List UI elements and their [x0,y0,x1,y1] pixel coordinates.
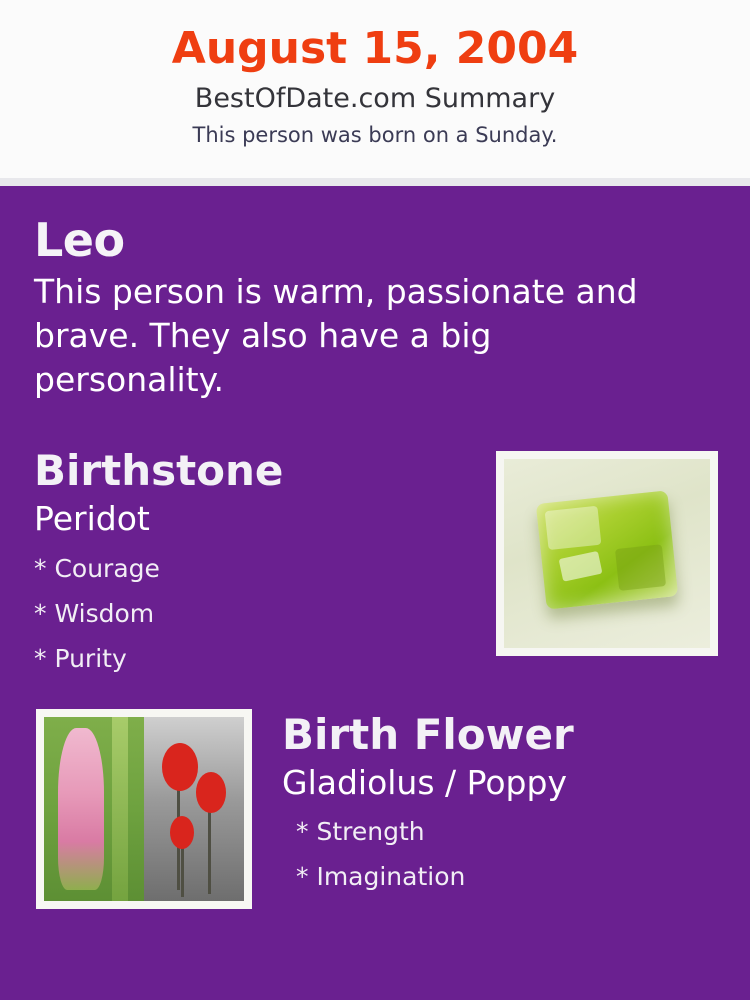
poppy-stem-shape [181,846,184,898]
header-divider [0,178,750,186]
poppy-stem-shape [208,809,211,894]
poppy-image-half [144,717,244,901]
birthstone-heading: Birthstone [34,446,284,495]
birthstone-trait: * Purity [34,644,127,673]
gladiolus-stalk-shape [112,717,128,901]
gladiolus-image-half [44,717,144,901]
gladiolus-bloom-shape [58,728,104,890]
poppy-bloom-shape [170,816,194,849]
birthstone-section [32,446,718,681]
birth-flower-section [32,709,718,929]
birth-flower-heading: Birth Flower [282,710,574,759]
birth-flower-text [282,709,718,899]
birth-flower-image [36,709,252,909]
birth-flower-name: Gladiolus / Poppy [282,763,567,802]
details-panel [0,186,750,1000]
site-summary-label: BestOfDate.com Summary [194,83,556,114]
birthstone-image [496,451,718,656]
birth-flower-trait: * Imagination [296,862,466,891]
peridot-gem-shape [536,490,678,609]
zodiac-description: This person is warm, passionate and brave. They also have a big personality. [34,272,638,399]
page-title: August 15, 2004 [171,23,579,74]
birthstone-image-inner [504,459,710,648]
birthstone-trait: * Wisdom [34,599,155,628]
birthstone-trait: * Courage [34,554,160,583]
zodiac-section [32,212,718,402]
gem-facet-shape [559,551,603,582]
born-on-text: This person was born on a Sunday. [192,123,558,147]
poppy-bloom-shape [162,743,198,791]
zodiac-sign-name: Leo [34,213,125,267]
poppy-bloom-shape [196,772,226,812]
birthstone-name: Peridot [34,499,150,538]
birth-flower-trait: * Strength [296,817,425,846]
card-header [0,0,750,178]
